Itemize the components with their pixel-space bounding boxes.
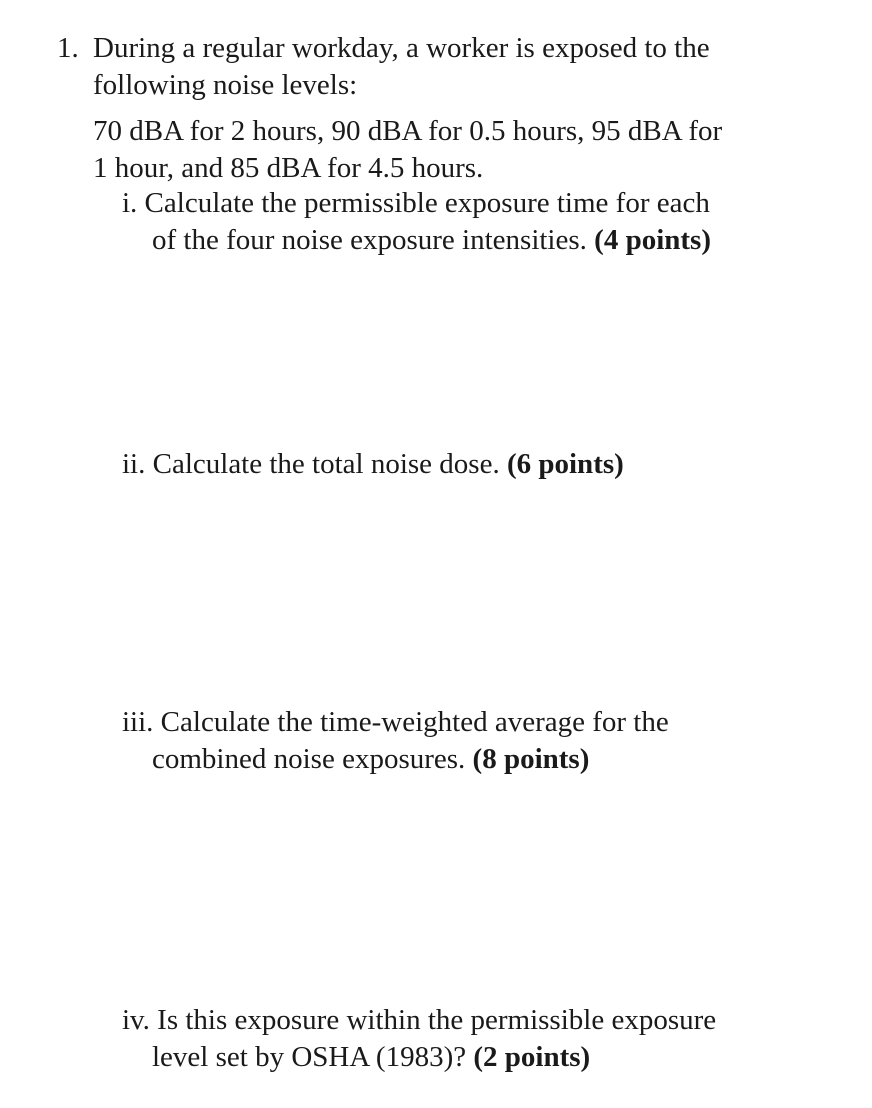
part-i-line-2 — [122, 222, 711, 259]
question-stem-line-2: following noise levels: — [93, 69, 358, 101]
part-i-text: of the four noise exposure intensities. — [152, 224, 595, 256]
part-ii-text: ii. Calculate the total noise dose. — [122, 448, 507, 480]
question-stem-line-1: During a regular workday, a worker is exposed to the — [93, 32, 710, 64]
part-iii-line-1: iii. Calculate the time-weighted average for the — [122, 706, 669, 738]
part-iii-line-2 — [122, 741, 669, 778]
part-iii-points: (8 points) — [472, 743, 590, 775]
part-iv-text: level set by OSHA (1983)? — [152, 1041, 474, 1073]
part-ii — [122, 446, 624, 483]
part-i — [122, 185, 711, 259]
part-i-points: (4 points) — [594, 224, 711, 256]
part-iv — [122, 1002, 716, 1076]
exposure-data-line-2: 1 hour, and 85 dBA for 4.5 hours. — [93, 152, 484, 184]
part-iii — [122, 704, 669, 778]
part-iv-line-1: iv. Is this exposure within the permissible exposure — [122, 1004, 717, 1036]
exposure-data-line-1: 70 dBA for 2 hours, 90 dBA for 0.5 hours, 95 dBA for — [93, 115, 723, 147]
part-ii-points: (6 points) — [506, 448, 624, 480]
question-stem — [93, 30, 710, 104]
part-i-line-1: i. Calculate the permissible exposure time for each — [122, 187, 710, 219]
part-iv-line-2 — [122, 1039, 716, 1076]
exposure-data — [93, 113, 722, 187]
part-ii-line-1 — [122, 446, 624, 483]
part-iii-text: combined noise exposures. — [152, 743, 473, 775]
question-number: 1. — [57, 32, 79, 64]
part-iv-points: (2 points) — [473, 1041, 591, 1073]
